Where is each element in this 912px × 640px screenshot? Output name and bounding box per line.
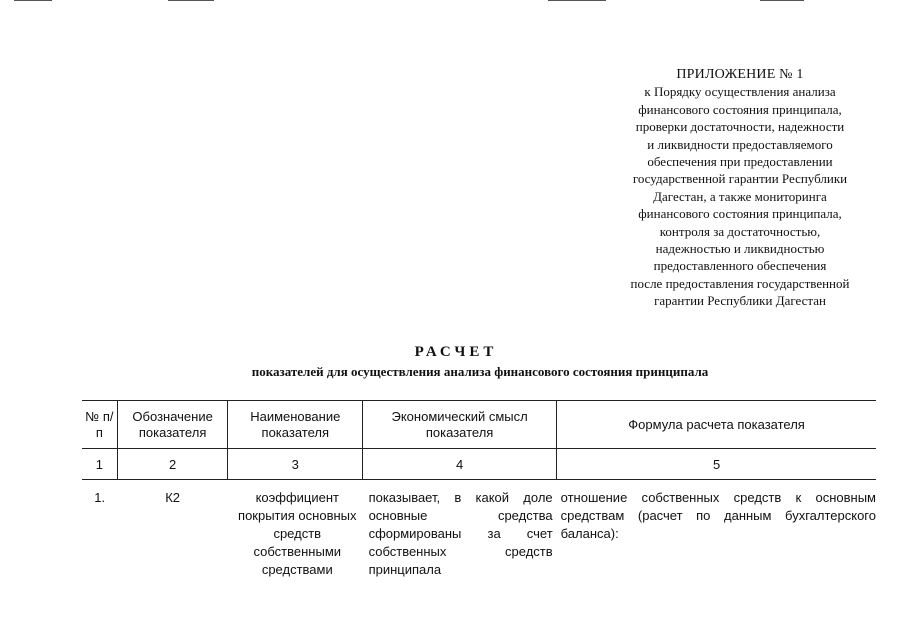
row-number: 1. [94,490,106,505]
appendix-heading: ПРИЛОЖЕНИЕ № 1 [676,67,804,82]
table-header-row [82,401,876,449]
scan-edge-mark [168,0,214,1]
appendix-line: Дагестан, а также мониторинга [653,188,827,204]
indicator-name: коэффициент покрытия основных средств собственными средствами [238,490,357,577]
column-number: 5 [557,449,876,480]
appendix-line: финансового состояния принципала, [638,206,842,222]
scan-edge-mark [548,0,606,1]
appendix-line: надежностью и ликвидностью [655,241,825,257]
column-number: 1 [82,449,117,480]
column-number-row [82,449,876,480]
header-cell-meaning: Экономический смысл показателя [363,401,557,449]
appendix-line: финансового состояния принципала, [638,101,842,117]
table-row [82,480,876,580]
appendix-line: обеспечения при предоставлении [647,154,833,170]
appendix-line: к Порядку осуществления анализа [644,84,836,100]
document-subtitle: показателей для осуществления анализа финансового состояния принципала [251,364,709,379]
scan-edge-mark [760,0,804,1]
indicator-formula: отношение собственных средств к основным средствам (расчет по данным бухгалтерского баланса): [560,490,876,541]
appendix-line: контроля за достаточностью, [659,223,821,239]
header-cell-name: Наименование показателя [228,401,363,449]
indicator-symbol: К2 [165,490,181,505]
document-title: РАСЧЕТ [414,344,498,360]
appendix-line: проверки достаточности, надежности [635,119,845,135]
column-number: 2 [117,449,228,480]
appendix-line: предоставленного обеспечения [653,258,827,274]
header-cell-number: № п/п [82,401,117,449]
scan-edge-mark [14,0,52,1]
appendix-line: гарантии Республики Дагестан [654,293,826,309]
header-cell-formula: Формула расчета показателя [557,401,876,449]
header-cell-symbol: Обозначение показателя [117,401,228,449]
indicators-table [82,400,876,579]
column-number: 3 [228,449,363,480]
appendix-line: и ликвидности предоставляемого [647,136,833,152]
appendix-line: после предоставления государственной [630,275,850,291]
appendix-line: государственной гарантии Республики [632,171,848,187]
indicator-meaning: показывает, в какой доле основные средства сформированы за счет собственных средств принципала [368,490,553,577]
column-number: 4 [363,449,557,480]
appendix-block [600,66,880,310]
